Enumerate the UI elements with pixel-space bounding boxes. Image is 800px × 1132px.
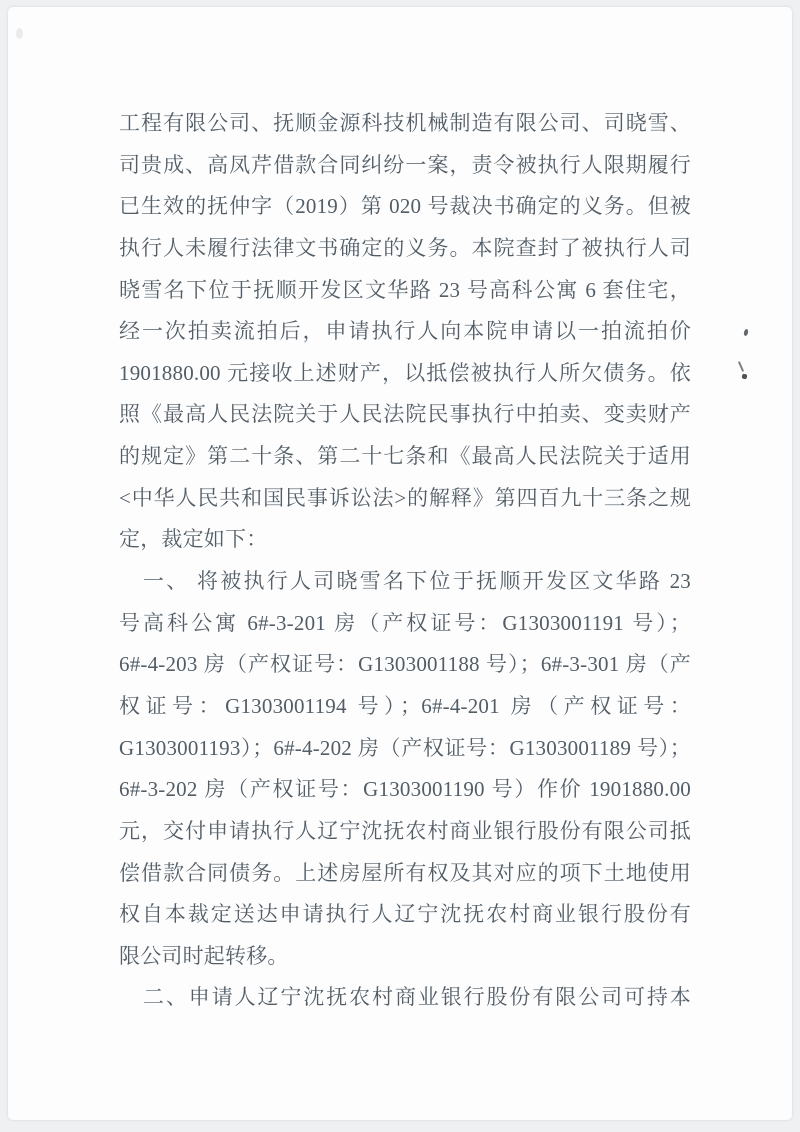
- document-page: [7, 6, 793, 1121]
- text-line: 1901880.00 元接收上述财产，以抵偿被执行人所欠债务。依: [119, 360, 691, 385]
- text-line: 元，交付申请执行人辽宁沈抚农村商业银行股份有限公司抵: [119, 818, 691, 843]
- text-line: 6#-4-203 房（产权证号：G1303001188 号）；6#-3-301 房（产: [119, 652, 691, 677]
- text-line: 执行人未履行法律文书确定的义务。本院查封了被执行人司: [119, 235, 691, 260]
- text-line: 定，裁定如下：: [119, 527, 268, 552]
- text-line: G1303001193）；6#-4-202 房（产权证号：G1303001189 号）；: [119, 735, 691, 760]
- text-line: 司贵成、高凤芹借款合同纠纷一案，责令被执行人限期履行: [119, 152, 691, 177]
- text-line: 经一次拍卖流拍后，申请执行人向本院申请以一拍流拍价: [119, 319, 691, 344]
- text-line: 晓雪名下位于抚顺开发区文华路 23 号高科公寓 6 套住宅，: [119, 277, 691, 302]
- text-line: 已生效的抚仲字（2019）第 020 号裁决书确定的义务。但被: [119, 194, 691, 219]
- text-line: 权证号：G1303001194 号）；6#-4-201 房（产权证号：: [119, 693, 691, 718]
- text-line: 照《最高人民法院关于人民法院民事执行中拍卖、变卖财产: [119, 402, 691, 427]
- document-text-block: [119, 103, 691, 1019]
- text-line-item-two: 二、申请人辽宁沈抚农村商业银行股份有限公司可持本: [143, 985, 691, 1010]
- text-line-item-one: 一、 将被执行人司晓雪名下位于抚顺开发区文华路 23: [143, 569, 691, 594]
- scan-smudge: [16, 28, 23, 39]
- text-line: 的规定》第二十条、第二十七条和《最高人民法院关于适用: [119, 444, 691, 469]
- text-line: 权自本裁定送达申请执行人辽宁沈抚农村商业银行股份有: [119, 902, 691, 927]
- text-line: <中华人民共和国民事诉讼法>的解释》第四百九十三条之规: [119, 485, 691, 510]
- text-line: 6#-3-202 房（产权证号：G1303001190 号）作价 1901880.00: [119, 777, 691, 802]
- text-line: 号高科公寓 6#-3-201 房（产权证号：G1303001191 号）；: [119, 610, 691, 635]
- text-line: 偿借款合同债务。上述房屋所有权及其对应的项下土地使用: [119, 860, 691, 885]
- text-line: 限公司时起转移。: [119, 943, 289, 968]
- text-line: 工程有限公司、抚顺金源科技机械制造有限公司、司晓雪、: [119, 111, 691, 135]
